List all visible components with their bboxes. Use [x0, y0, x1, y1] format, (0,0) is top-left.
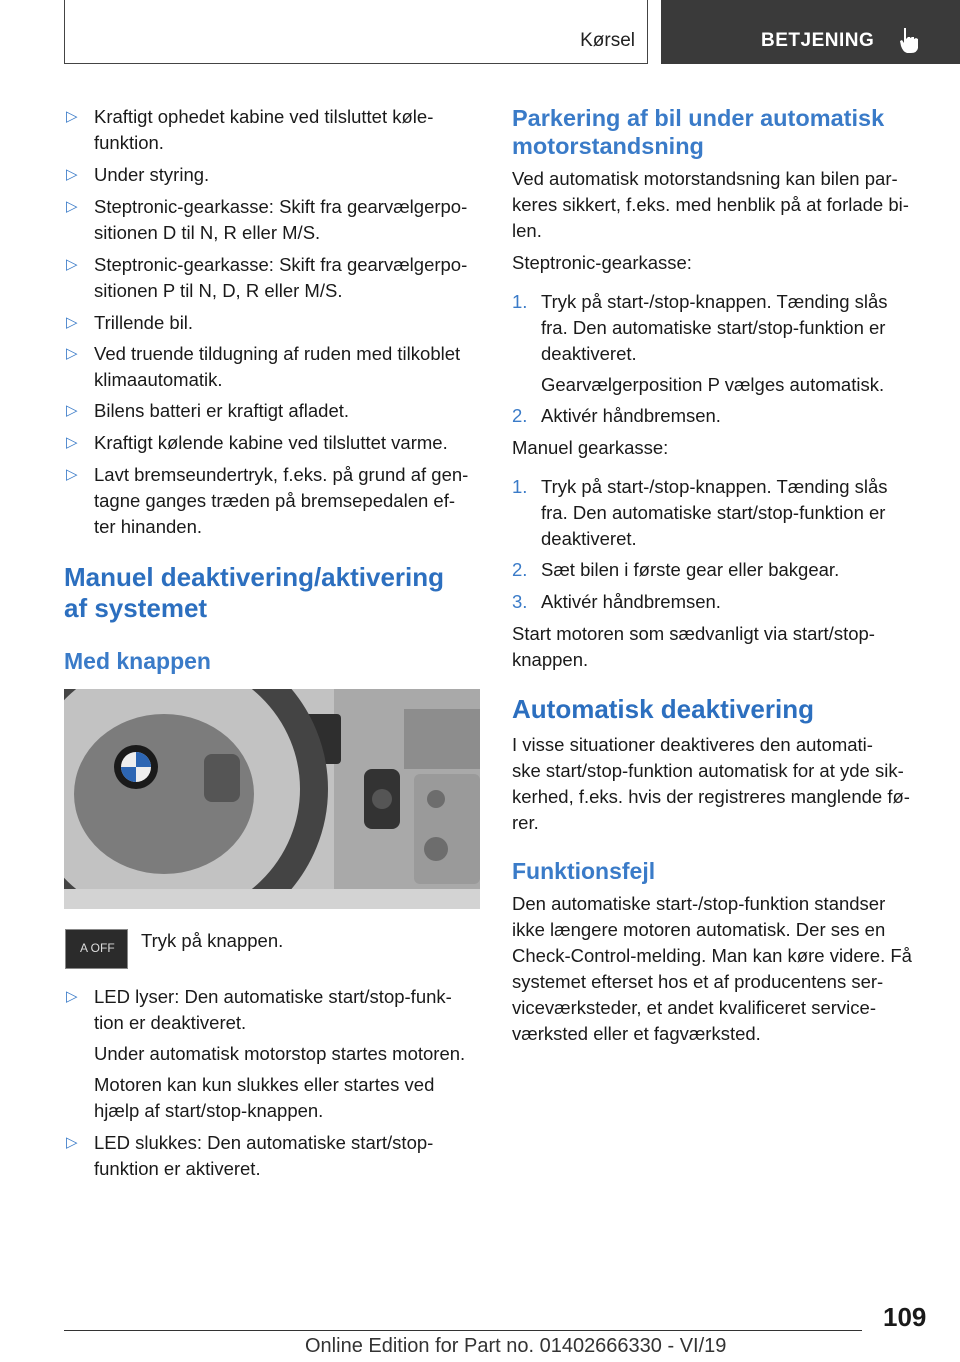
paragraph-label: Steptronic-gearkasse:	[512, 252, 692, 273]
bullet-item: ▷ Lavt bremseundertryk, f.eks. på grund af gen-	[94, 462, 468, 488]
auto-start-stop-button-image	[65, 929, 128, 969]
paragraph-line: rer.	[512, 812, 539, 833]
edition-footer: Online Edition for Part no. 01402666330 - VI/19	[305, 1335, 727, 1357]
steering-wheel-photo	[64, 689, 480, 909]
bullet-item: ▷ Trillende bil.	[94, 310, 193, 336]
numbered-item: 2. Aktivér håndbremsen.	[512, 405, 721, 426]
triangle-bullet-icon: ▷	[66, 256, 78, 273]
paragraph-line: systemet efterset hos et af producentens ser-	[512, 971, 884, 992]
chapter-title: Kørsel	[580, 30, 635, 51]
triangle-bullet-icon: ▷	[66, 988, 78, 1005]
bullet-continuation: tion er deaktiveret.	[94, 1012, 247, 1033]
numbered-item: 1. Tryk på start-/stop-knappen. Tænding slås	[512, 291, 888, 312]
triangle-bullet-icon: ▷	[66, 402, 78, 419]
footer-divider	[64, 1330, 862, 1331]
section-heading: motorstandsning	[512, 133, 704, 159]
paragraph-label: Manuel gearkasse:	[512, 437, 669, 458]
numbered-item: 3. Aktivér håndbremsen.	[512, 591, 721, 612]
triangle-bullet-icon: ▷	[66, 345, 78, 362]
paragraph-line: værksted eller et fagværksted.	[512, 1023, 761, 1044]
paragraph-line: I visse situationer deaktiveres den automati-	[512, 734, 873, 755]
section-heading: Manuel deaktivering/aktivering	[64, 562, 445, 592]
section-title: BETJENING	[761, 30, 875, 51]
triangle-bullet-icon: ▷	[66, 314, 78, 331]
paragraph-line: ikke længere motoren automatisk. Der ses en	[512, 919, 886, 940]
button-image-label: A OFF	[80, 941, 115, 955]
bullet-continuation: klimaautomatik.	[94, 369, 223, 390]
paragraph-line: Ved automatisk motorstandsning kan bilen par-	[512, 168, 898, 189]
dashboard-illustration	[64, 689, 480, 909]
page-number: 109	[883, 1302, 927, 1332]
paragraph-line: Start motoren som sædvanligt via start/stop-	[512, 623, 875, 644]
paragraph-line: Check-Control-melding. Man kan køre videre. Få	[512, 945, 912, 966]
button-caption: Tryk på knappen.	[141, 930, 284, 951]
bullet-continuation: tagne ganges træden på bremsepedalen ef-	[94, 490, 456, 511]
header-chapter-box	[64, 0, 648, 64]
numbered-item: 2. Sæt bilen i første gear eller bakgear.	[512, 559, 840, 580]
paragraph-line: viceværksteder, et andet kvalificeret service-	[512, 997, 876, 1018]
bullet-item: ▷ Steptronic-gearkasse: Skift fra gearvælgerpo-	[94, 252, 467, 278]
numbered-continuation: deaktiveret.	[541, 343, 637, 364]
bullet-continuation: sitionen D til N, R eller M/S.	[94, 222, 321, 243]
bullet-paragraph: hjælp af start/stop-knappen.	[94, 1100, 324, 1121]
bullet-continuation: sitionen P til N, D, R eller M/S.	[94, 280, 343, 301]
triangle-bullet-icon: ▷	[66, 108, 78, 125]
numbered-paragraph: Gearvælgerposition P vælges automatisk.	[541, 374, 885, 395]
bullet-item: ▷ LED lyser: Den automatiske start/stop-funk-	[94, 984, 452, 1010]
section-heading: Automatisk deaktivering	[512, 694, 814, 724]
bullet-item: ▷ Bilens batteri er kraftigt afladet.	[94, 398, 349, 424]
numbered-continuation: fra. Den automatiske start/stop-funktion er	[541, 317, 886, 338]
numbered-item: 1. Tryk på start-/stop-knappen. Tænding slås	[512, 476, 888, 497]
section-heading: af systemet	[64, 593, 208, 623]
subsection-heading: Funktionsfejl	[512, 858, 656, 884]
numbered-continuation: deaktiveret.	[541, 528, 637, 549]
bullet-item: ▷ Kraftigt kølende kabine ved tilsluttet varme.	[94, 430, 448, 456]
triangle-bullet-icon: ▷	[66, 1134, 78, 1151]
bullet-item: ▷ Kraftigt ophedet kabine ved tilsluttet køle-	[94, 104, 433, 130]
bullet-item: ▷ Steptronic-gearkasse: Skift fra gearvælgerpo-	[94, 194, 467, 220]
triangle-bullet-icon: ▷	[66, 434, 78, 451]
bullet-item: ▷ Under styring.	[94, 162, 209, 188]
bullet-paragraph: Under automatisk motorstop startes motoren.	[94, 1043, 466, 1064]
paragraph-line: kerhed, f.eks. hvis der registreres manglende fø-	[512, 786, 910, 807]
bullet-continuation: funktion.	[94, 132, 164, 153]
subsection-heading: Med knappen	[64, 648, 211, 674]
section-heading: Parkering af bil under automatisk	[512, 105, 885, 131]
paragraph-line: ske start/stop-funktion automatisk for at yde sik-	[512, 760, 904, 781]
numbered-continuation: fra. Den automatiske start/stop-funktion er	[541, 502, 886, 523]
bullet-item: ▷ LED slukkes: Den automatiske start/stop-	[94, 1130, 433, 1156]
paragraph-line: knappen.	[512, 649, 589, 670]
bullet-item: ▷ Ved truende tildugning af ruden med tilkoblet	[94, 341, 460, 367]
bullet-continuation: ter hinanden.	[94, 516, 203, 537]
paragraph-line: keres sikkert, f.eks. med henblik på at forlade bi-	[512, 194, 909, 215]
triangle-bullet-icon: ▷	[66, 198, 78, 215]
triangle-bullet-icon: ▷	[66, 166, 78, 183]
pointing-hand-icon	[897, 26, 923, 54]
header-section-box	[661, 0, 960, 64]
paragraph-line: Den automatiske start-/stop-funktion standser	[512, 893, 886, 914]
paragraph-line: len.	[512, 220, 542, 241]
bullet-paragraph: Motoren kan kun slukkes eller startes ved	[94, 1074, 435, 1095]
triangle-bullet-icon: ▷	[66, 466, 78, 483]
bullet-continuation: funktion er aktiveret.	[94, 1158, 261, 1179]
